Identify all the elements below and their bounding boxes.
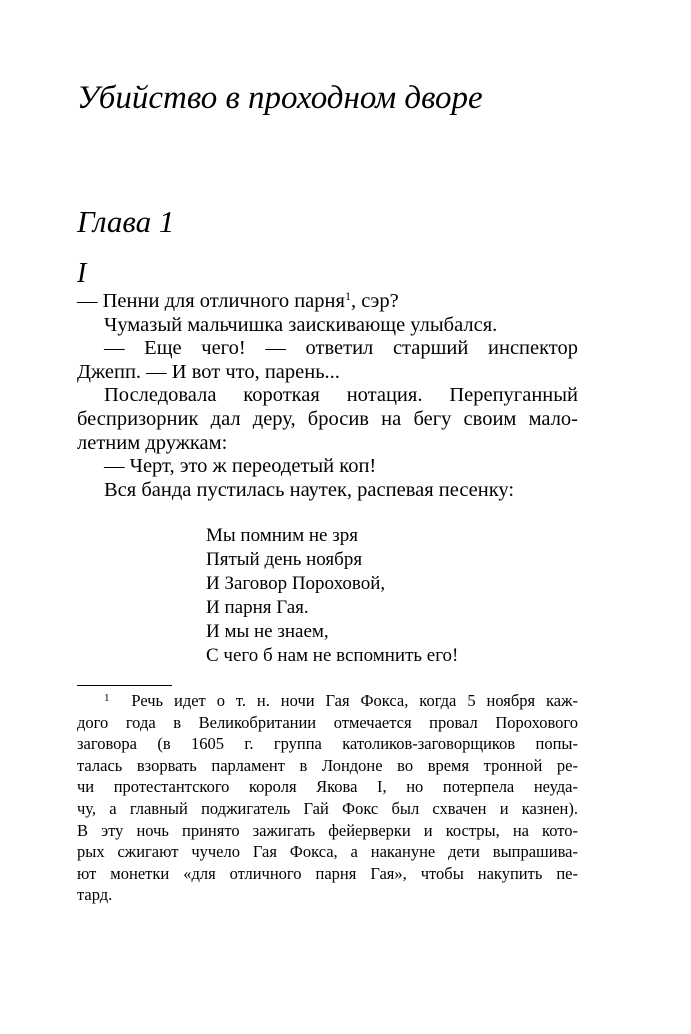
footnote-line: рых сжигают чучело Гая Фокса, а накануне дети выпрашива- [77,842,578,862]
poem-line: И парня Гая. [206,597,309,618]
poem-line: Мы помним не зря [206,525,358,546]
footnote-divider [77,685,172,686]
paragraph [77,384,578,455]
footnote-line: чу, а главный поджигатель Гай Фокс был схвачен и казнен). [77,798,578,818]
text-span: , сэр? [350,290,399,312]
poem [206,524,458,668]
body-text [77,290,578,502]
footnote-line: заговора (в 1605 г. группа католиков-заговорщиков попы- [77,734,578,754]
book-title: Убийство в проходном дворе [77,80,483,116]
paragraph: — Черт, это ж переодетый коп! [104,455,377,478]
footnote [77,690,578,906]
paragraph [77,290,578,314]
footnote-line: талась взорвать парламент в Лондоне во время тронной ре- [77,755,578,775]
section-number: I [77,258,87,289]
footnote-line: тард. [77,885,113,905]
poem-line: И мы не знаем, [206,621,329,642]
poem-line: Пятый день ноября [206,549,363,570]
footnote-line: В эту ночь принято зажигать фейерверки и костры, на кото- [77,820,578,840]
paragraph: Вся банда пустилась наутек, распевая песенку: [104,478,515,501]
text-line: беспризорник дал деру, бросив на бегу своим мало- [77,407,578,430]
poem-line: С чего б нам не вспомнить его! [206,645,459,666]
footnote-line [77,690,578,712]
text-line: — Еще чего! — ответил старший инспектор [104,337,578,360]
poem-line: И Заговор Пороховой, [206,573,386,594]
text-line: Джепп. — И вот что, парень... [77,360,340,383]
footnote-line: ют монетки «для отличного парня Гая», чтобы накупить пе- [77,863,578,883]
footnote-reference[interactable]: 1 [344,289,351,303]
text-line: летним дружкам: [77,431,228,454]
footnote-line: дого года в Великобритании отмечается провал Порохового [77,712,578,732]
paragraph [77,337,578,384]
chapter-title: Глава 1 [77,204,175,239]
text-line: Последовала короткая нотация. Перепуганный [104,384,578,407]
paragraph: Чумазый мальчишка заискивающе улыбался. [104,313,498,336]
text-span: — Пенни для отличного парня [77,290,345,312]
text-span: Речь идет о т. н. ночи Гая Фокса, когда 5 ноября каж- [131,691,579,710]
footnote-line: чи протестантского короля Якова I, но потерпела неуда- [77,777,578,797]
footnote-marker: 1 [104,692,110,704]
